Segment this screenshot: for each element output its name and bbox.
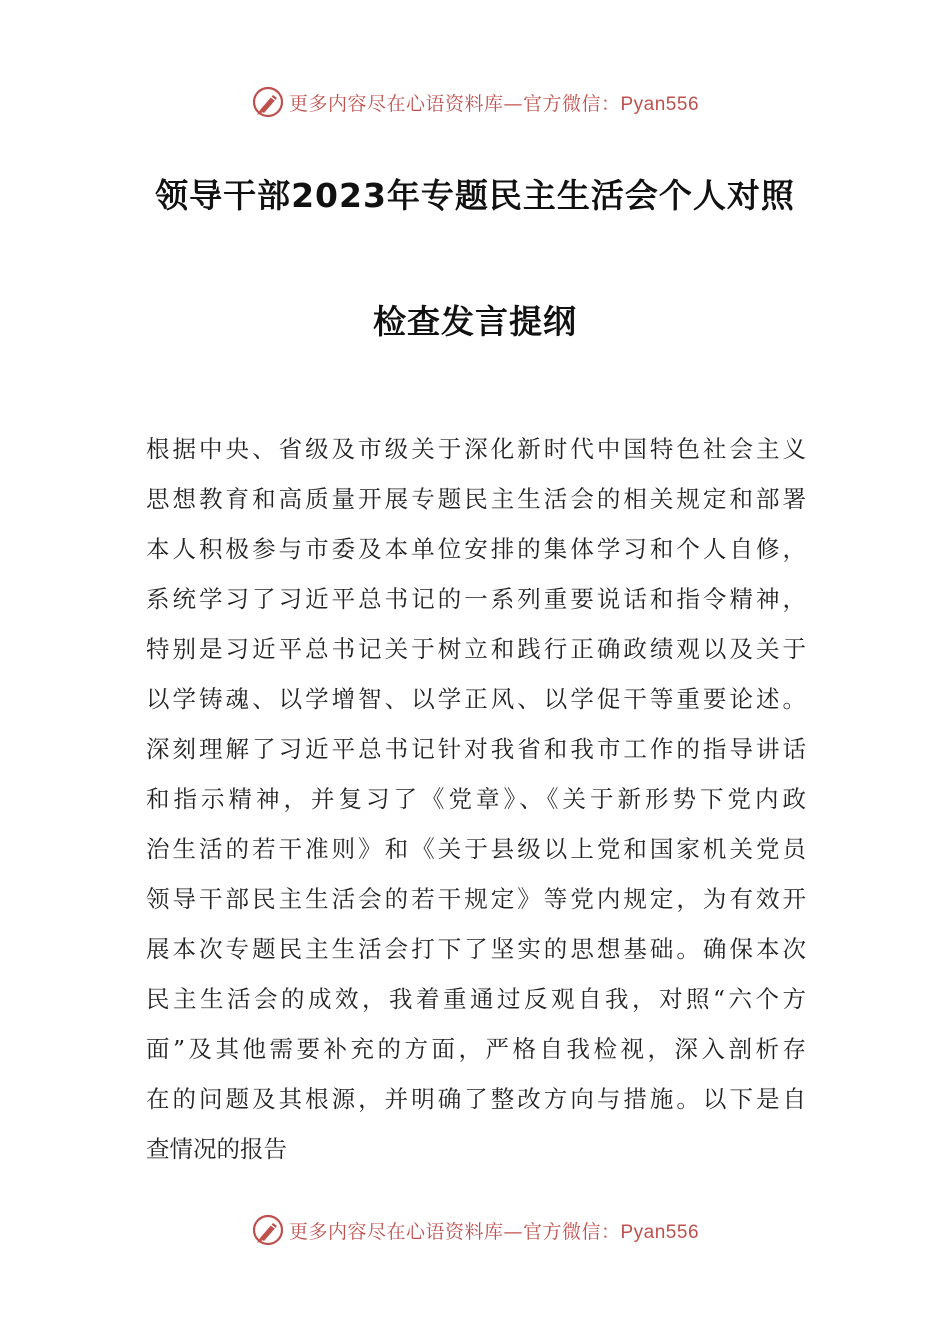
body-line: 深刻理解了习近平总书记针对我省和我市工作的指导讲话 bbox=[146, 735, 806, 763]
watermark-wechat-id: Pyan556 bbox=[620, 1221, 700, 1243]
watermark-text-cn: 更多内容尽在心语资料库—官方微信： bbox=[288, 1220, 621, 1243]
watermark-text-cn: 更多内容尽在心语资料库—官方微信： bbox=[288, 92, 621, 115]
body-line: 本人积极参与市委及本单位安排的集体学习和个人自修， bbox=[146, 535, 806, 563]
body-line: 思想教育和高质量开展专题民主生活会的相关规定和部署 bbox=[146, 485, 806, 513]
body-line: 根据中央、省级及市级关于深化新时代中国特色社会主义 bbox=[146, 435, 806, 463]
body-line: 面”及其他需要补充的方面，严格自我检视，深入剖析存 bbox=[146, 1035, 806, 1063]
body-line: 领导干部民主生活会的若干规定》等党内规定，为有效开 bbox=[146, 885, 806, 913]
document-title-line-1: 领导干部2023年专题民主生活会个人对照 bbox=[155, 176, 795, 215]
body-line: 在的问题及其根源，并明确了整改方向与措施。以下是自 bbox=[146, 1085, 806, 1113]
watermark-banner-top bbox=[0, 82, 950, 122]
body-line: 治生活的若干准则》和《关于县级以上党和国家机关党员 bbox=[146, 835, 806, 863]
body-line: 查情况的报告 bbox=[146, 1135, 287, 1163]
pen-nib-logo-icon bbox=[251, 85, 285, 119]
watermark-banner-bottom bbox=[0, 1210, 950, 1250]
body-line: 展本次专题民主生活会打下了坚实的思想基础。确保本次 bbox=[146, 935, 806, 963]
body-line: 以学铸魂、以学增智、以学正风、以学促干等重要论述。 bbox=[146, 685, 806, 713]
body-line: 和指示精神，并复习了《党章》、《关于新形势下党内政 bbox=[146, 785, 806, 813]
watermark-text bbox=[289, 89, 699, 116]
body-line: 民主生活会的成效，我着重通过反观自我，对照“六个方 bbox=[146, 985, 806, 1013]
pen-nib-logo-icon bbox=[251, 1213, 285, 1247]
body-line: 系统学习了习近平总书记的一系列重要说话和指令精神， bbox=[146, 585, 806, 613]
watermark-wechat-id: Pyan556 bbox=[620, 93, 700, 115]
watermark-text bbox=[289, 1217, 699, 1244]
body-line: 特别是习近平总书记关于树立和践行正确政绩观以及关于 bbox=[146, 635, 806, 663]
document-body-paragraph bbox=[146, 424, 806, 1174]
document-title-line-2: 检查发言提纲 bbox=[373, 302, 577, 341]
